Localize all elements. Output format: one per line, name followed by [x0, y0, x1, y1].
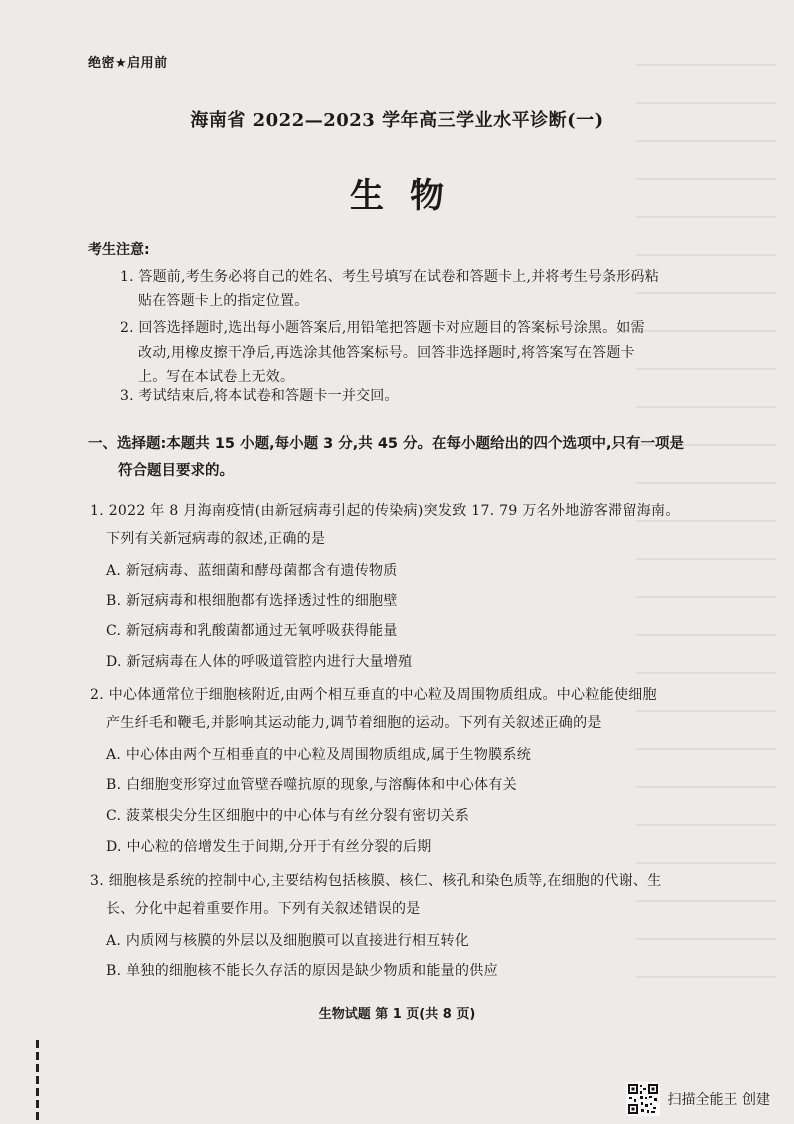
- question-2-stem: 2. 中心体通常位于细胞核附近,由两个相互垂直的中心粒及周围物质组成。中心粒能使细胞: [90, 687, 657, 703]
- question-2-option-c: C. 菠菜根尖分生区细胞中的中心体与有丝分裂有密切关系: [106, 808, 470, 824]
- notice-line: 1. 答题前,考生务必将自己的姓名、考生号填写在试卷和答题卡上,并将考生号条形码粘: [120, 269, 659, 285]
- question-2-option-a: A. 中心体由两个互相垂直的中心粒及周围物质组成,属于生物膜系统: [106, 747, 532, 763]
- question-3-option-a: A. 内质网与核膜的外层以及细胞膜可以直接进行相互转化: [106, 933, 470, 949]
- question-3-stem: 3. 细胞核是系统的控制中心,主要结构包括核膜、核仁、核孔和染色质等,在细胞的代谢、生: [90, 873, 662, 889]
- notice-line: 3. 考试结束后,将本试卷和答题卡一并交回。: [120, 388, 399, 404]
- question-2-option-b: B. 白细胞变形穿过血管壁吞噬抗原的现象,与溶酶体和中心体有关: [106, 777, 517, 793]
- question-1-option-b: B. 新冠病毒和根细胞都有选择透过性的细胞壁: [106, 593, 398, 609]
- scan-edge-marks: [36, 1040, 39, 1120]
- question-1-stem: 1. 2022 年 8 月海南疫情(由新冠病毒引起的传染病)突发致 17. 79 万名外地游客滞留海南。: [90, 503, 680, 519]
- confidential-label: 绝密★启用前: [88, 56, 168, 71]
- question-2-stem-cont: 产生纤毛和鞭毛,并影响其运动能力,调节着细胞的运动。下列有关叙述正确的是: [106, 715, 602, 731]
- question-1-option-a: A. 新冠病毒、蓝细菌和酵母菌都含有遗传物质: [106, 563, 398, 579]
- notice-line: 改动,用橡皮擦干净后,再选涂其他答案标号。回答非选择题时,将答案写在答题卡: [138, 345, 635, 361]
- section-heading: 一、选择题:本题共 15 小题,每小题 3 分,共 45 分。在每小题给出的四个选项中,只有一项是: [88, 436, 685, 452]
- question-2-option-d: D. 中心粒的倍增发生于间期,分开于有丝分裂的后期: [106, 839, 432, 855]
- watermark-text: 扫描全能王 创建: [667, 1092, 770, 1108]
- notice-line: 上。写在本试卷上无效。: [138, 369, 295, 385]
- question-3-option-b: B. 单独的细胞核不能长久存活的原因是缺少物质和能量的供应: [106, 963, 498, 979]
- question-1-option-d: D. 新冠病毒在人体的呼吸道管腔内进行大量增殖: [106, 654, 413, 670]
- page-footer: 生物试题 第 1 页(共 8 页): [318, 1007, 476, 1022]
- question-1-stem-cont: 下列有关新冠病毒的叙述,正确的是: [106, 531, 326, 547]
- notice-line: 2. 回答选择题时,选出每小题答案后,用铅笔把答题卡对应题目的答案标号涂黑。如需: [120, 320, 645, 336]
- notice-heading: 考生注意:: [88, 242, 150, 258]
- section-heading-cont: 符合题目要求的。: [118, 463, 234, 479]
- qr-code-icon: [626, 1082, 660, 1116]
- exam-title: 海南省 2022—2023 学年高三学业水平诊断(一): [190, 110, 604, 131]
- subject-title: 生物: [350, 176, 470, 216]
- question-1-option-c: C. 新冠病毒和乳酸菌都通过无氧呼吸获得能量: [106, 623, 398, 639]
- scanner-watermark: [626, 1082, 770, 1116]
- question-3-stem-cont: 长、分化中起着重要作用。下列有关叙述错误的是: [106, 901, 421, 917]
- notice-line: 贴在答题卡上的指定位置。: [138, 293, 309, 309]
